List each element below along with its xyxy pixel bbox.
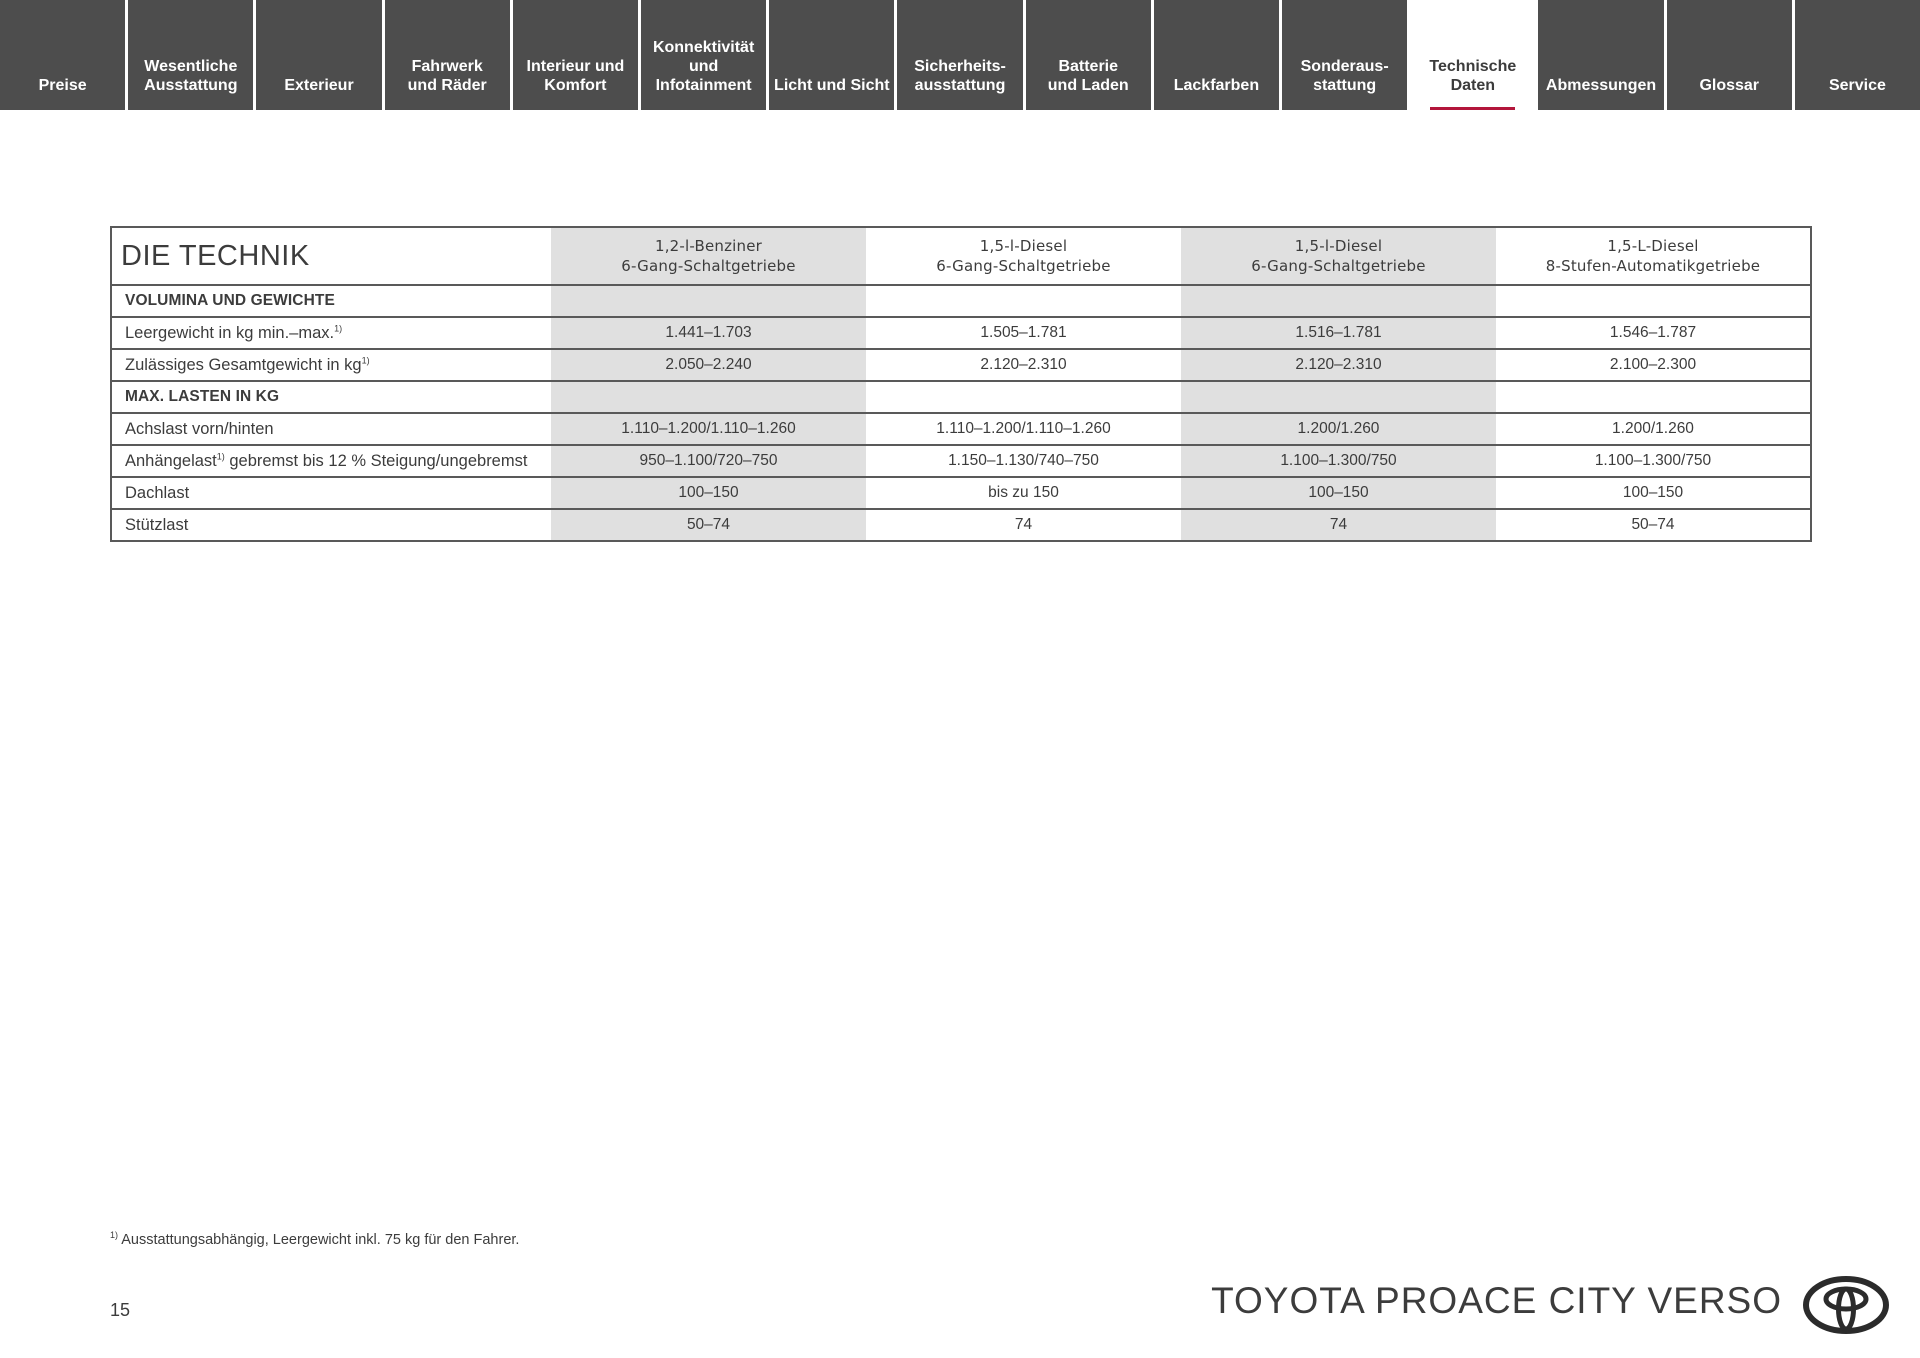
row-label: [111, 349, 551, 381]
row-label-suffix: gebremst bis 12 % Steigung/ungebremst: [224, 451, 528, 470]
value-cell: 1.110–1.200/1.110–1.260: [551, 413, 866, 445]
value-cell: 74: [1181, 509, 1496, 541]
empty-cell: [866, 285, 1181, 317]
value-cell: bis zu 150: [866, 477, 1181, 509]
value-cell: 2.100–2.300: [1496, 349, 1811, 381]
footnote: [110, 1232, 519, 1248]
value-cell: 50–74: [1496, 509, 1811, 541]
table-body: [111, 285, 1811, 541]
column-header: 1,5-l-Diesel 6-Gang-Schaltgetriebe: [936, 237, 1111, 275]
section-title: VOLUMINA UND GEWICHTE: [111, 285, 551, 317]
nav-tab[interactable]: Lackfarben: [1154, 0, 1279, 110]
spec-table: [110, 226, 1812, 542]
row-label-text: Zulässiges Gesamtgewicht in kg: [125, 355, 362, 374]
table-title: DIE TECHNIK: [121, 240, 310, 272]
value-cell: 1.441–1.703: [551, 317, 866, 349]
value-cell: 1.546–1.787: [1496, 317, 1811, 349]
empty-cell: [1496, 381, 1811, 413]
value-cell: 1.110–1.200/1.110–1.260: [866, 413, 1181, 445]
value-cell: 1.200/1.260: [1181, 413, 1496, 445]
nav-tab[interactable]: Fahrwerk und Räder: [385, 0, 510, 110]
table-row: [111, 509, 1811, 541]
value-cell: 1.200/1.260: [1496, 413, 1811, 445]
empty-cell: [866, 381, 1181, 413]
value-cell: 100–150: [1181, 477, 1496, 509]
column-header: 1,5-l-Diesel 6-Gang-Schaltgetriebe: [1181, 227, 1496, 285]
row-label-text: Dachlast: [125, 483, 190, 502]
row-label-text: Achslast vorn/hinten: [125, 419, 274, 438]
nav-tab[interactable]: Technische Daten: [1410, 0, 1535, 110]
value-cell: 100–150: [1496, 477, 1811, 509]
top-navigation: [0, 0, 1920, 110]
table-row: [111, 445, 1811, 477]
nav-tab[interactable]: Konnektivität und Infotainment: [641, 0, 766, 110]
footnote-marker: 1): [110, 1230, 119, 1241]
footnote-text: Ausstattungsabhängig, Leergewicht inkl. 75 kg für den Fahrer.: [121, 1232, 520, 1248]
nav-tab[interactable]: Batterie und Laden: [1026, 0, 1151, 110]
nav-tab[interactable]: Sonderaus- stattung: [1282, 0, 1407, 110]
value-cell: 100–150: [551, 477, 866, 509]
footnote-marker: 1): [334, 323, 343, 333]
empty-cell: [551, 285, 866, 317]
nav-tab[interactable]: Abmessungen: [1538, 0, 1663, 110]
value-cell: 2.050–2.240: [551, 349, 866, 381]
nav-tab[interactable]: Service: [1795, 0, 1920, 110]
nav-tab[interactable]: Wesentliche Ausstattung: [128, 0, 253, 110]
column-header: 1,2-l-Benziner 6-Gang-Schaltgetriebe: [551, 227, 866, 285]
nav-tab[interactable]: Glossar: [1667, 0, 1792, 110]
nav-tab[interactable]: Preise: [0, 0, 125, 110]
row-label: [111, 477, 551, 509]
empty-cell: [551, 381, 866, 413]
footnote-marker: 1): [361, 355, 370, 365]
footnote-marker: 1): [216, 451, 225, 461]
row-label: [111, 413, 551, 445]
value-cell: 950–1.100/720–750: [551, 445, 866, 477]
brand-title: TOYOTA PROACE CITY VERSO: [1211, 1280, 1782, 1321]
value-cell: 2.120–2.310: [1181, 349, 1496, 381]
table-row: [111, 477, 1811, 509]
toyota-logo-icon: [1802, 1275, 1890, 1335]
empty-cell: [1496, 285, 1811, 317]
row-label: [111, 317, 551, 349]
empty-cell: [1181, 381, 1496, 413]
row-label: [111, 445, 551, 477]
nav-tab[interactable]: Exterieur: [256, 0, 381, 110]
row-label-text: Leergewicht in kg min.–max.: [125, 323, 335, 342]
empty-cell: [1181, 285, 1496, 317]
page-number: 15: [110, 1300, 131, 1320]
row-label: [111, 509, 551, 541]
value-cell: 50–74: [551, 509, 866, 541]
row-label-text: Stützlast: [125, 515, 189, 534]
value-cell: 1.150–1.130/740–750: [866, 445, 1181, 477]
table-row: [111, 413, 1811, 445]
value-cell: 2.120–2.310: [866, 349, 1181, 381]
table-row: [111, 349, 1811, 381]
value-cell: 74: [866, 509, 1181, 541]
column-header: 1,5-L-Diesel 8-Stufen-Automatikgetriebe: [1545, 237, 1761, 275]
section-row: [111, 381, 1811, 413]
nav-tab[interactable]: Interieur und Komfort: [513, 0, 638, 110]
value-cell: 1.516–1.781: [1181, 317, 1496, 349]
value-cell: 1.505–1.781: [866, 317, 1181, 349]
section-title: MAX. LASTEN IN KG: [111, 381, 551, 413]
table-row: [111, 317, 1811, 349]
value-cell: 1.100–1.300/750: [1181, 445, 1496, 477]
nav-tab[interactable]: Licht und Sicht: [769, 0, 894, 110]
nav-tab[interactable]: Sicherheits- ausstattung: [897, 0, 1022, 110]
row-label-text: Anhängelast: [125, 451, 217, 470]
value-cell: 1.100–1.300/750: [1496, 445, 1811, 477]
section-row: [111, 285, 1811, 317]
table-header-row: [111, 227, 1811, 285]
